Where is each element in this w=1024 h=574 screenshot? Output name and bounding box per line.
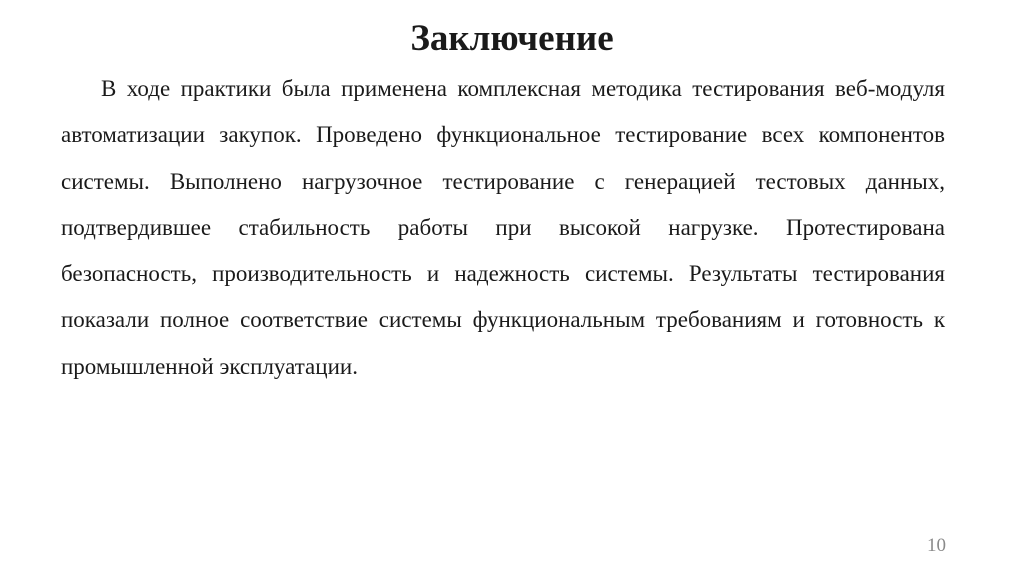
page-number: 10 bbox=[927, 535, 946, 556]
slide-title: Заключение bbox=[410, 18, 614, 59]
slide-body-text: В ходе практики была применена комплексная методика тестирования веб-модуля автоматизации закупок. Проведено функциональное тестирование всех компонентов системы. Выполнено нагрузочное тестирование с генерацией тестовых данных, подтвердившее стабильность работы при высокой нагрузке. Протестирована безопасность, производительность и надежность системы. Результаты тестирования показали полное соответствие системы функциональным требованиям и готовность к промышленной эксплуатации. bbox=[61, 76, 945, 379]
